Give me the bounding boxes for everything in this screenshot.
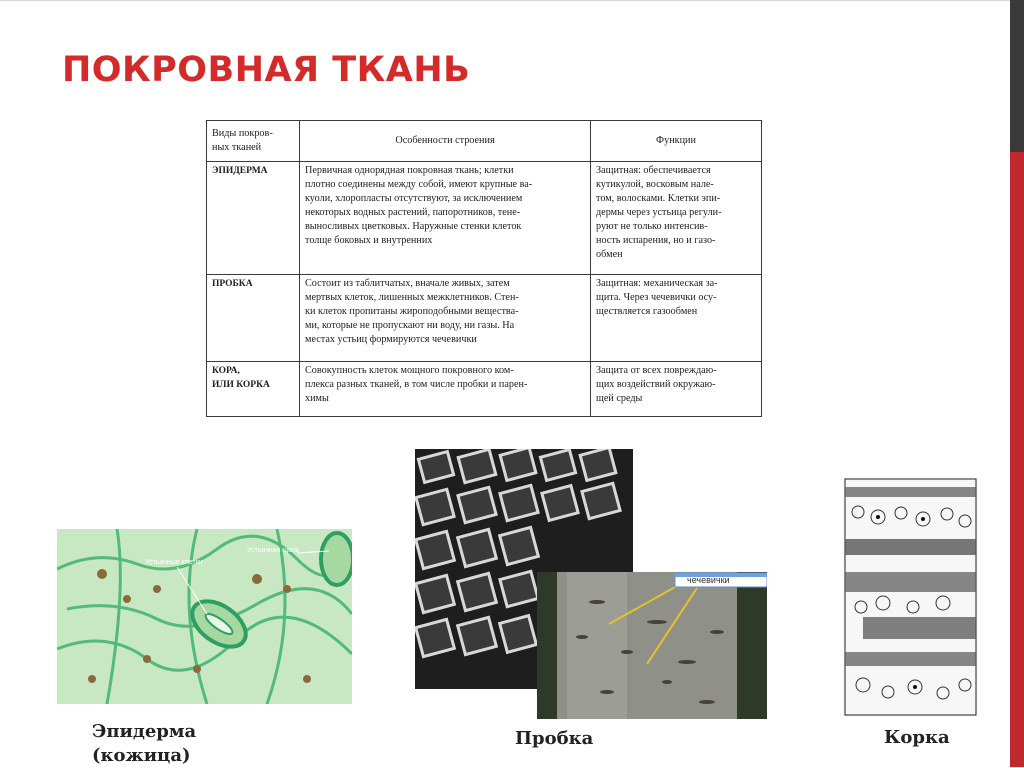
header-structure: Особенности строения <box>300 121 591 162</box>
header-functions: Функции <box>591 121 762 162</box>
structure-cell: Состоит из таблитчатых, вначале живых, затем мертвых клеток, лишенных межклетников. Стен- ки клеток пропитаны жироподобными вещества- ми, которые не пропускают ни воду, ни газы. На местах устьиц формируются чечевички <box>300 275 591 362</box>
caption-cork: Пробка <box>515 728 594 749</box>
tissue-type-cell: КОРА, ИЛИ КОРКА <box>207 362 300 417</box>
right-accent-bar-red <box>1010 152 1024 767</box>
tissue-type-cell: ЭПИДЕРМА <box>207 162 300 275</box>
stomata-slit-label: Устьичная щель <box>247 547 300 554</box>
tissue-types-table <box>206 120 762 417</box>
caption-bark: Корка <box>884 727 950 748</box>
korka-drawing <box>843 477 978 717</box>
tissue-table <box>206 120 762 429</box>
top-divider <box>0 0 1024 1</box>
table-row <box>207 162 762 275</box>
right-accent-bar-dark <box>1010 0 1024 152</box>
epidermis-micrograph <box>57 529 352 704</box>
stomata-cells-label: Устьичные клетки <box>145 559 203 566</box>
bark-illustration <box>537 572 767 719</box>
bark-photo <box>537 572 767 719</box>
lenticels-label: чечевички <box>687 575 730 585</box>
structure-cell: Совокупность клеток мощного покровного ком- плекса разных тканей, в том числе пробки и парен- химы <box>300 362 591 417</box>
slide-title: ПОКРОВНАЯ ТКАНЬ <box>62 50 471 90</box>
structure-cell: Первичная однорядная покровная ткань; клетки плотно соединены между собой, имеют крупные ва- куоли, хлоропласты отсутствуют, за исключением некоторых водных растений, папоротников, тене- выносливых цветковых. Наружные стенки клеток толще боковых и внутренних <box>300 162 591 275</box>
korka-illustration <box>843 477 978 717</box>
function-cell: Защита от всех повреждаю- щих воздействий окружаю- щей среды <box>591 362 762 417</box>
header-types: Виды покров- ных тканей <box>207 121 300 162</box>
function-cell: Защитная: механическая за- щита. Через чечевички осу- ществляется газообмен <box>591 275 762 362</box>
table-row <box>207 362 762 417</box>
epidermis-cells-illustration <box>57 529 352 704</box>
table-row <box>207 275 762 362</box>
tissue-type-cell: ПРОБКА <box>207 275 300 362</box>
caption-epidermis: Эпидерма (кожица) <box>92 721 197 766</box>
table-header-row <box>207 121 762 162</box>
function-cell: Защитная: обеспечивается кутикулой, восковым нале- том, волосками. Клетки эпи- дермы через устьица регули- руют не только интенсив- ность испарения, но и газо- обмен <box>591 162 762 275</box>
